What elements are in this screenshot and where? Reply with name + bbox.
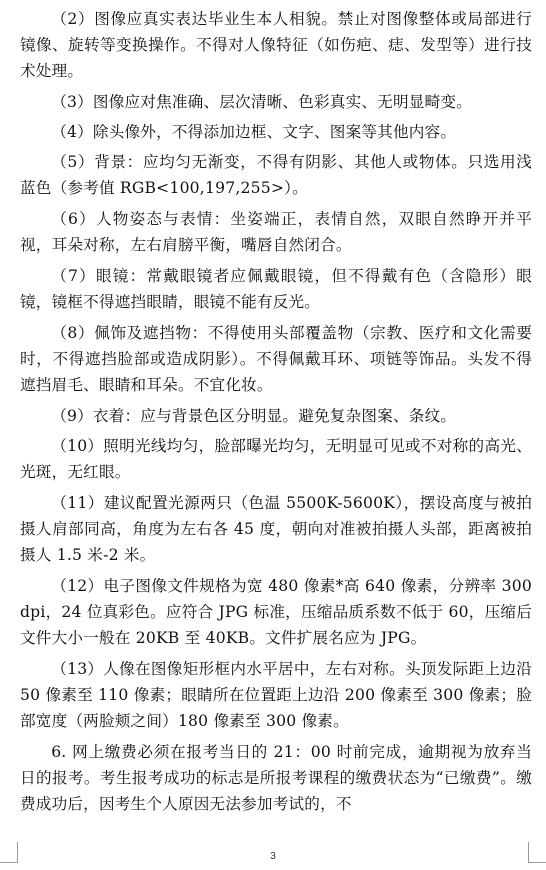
paragraph-item-12: （12）电子图像文件规格为宽 480 像素*高 640 像素，分辨率 300dpi，24 位真彩色。应符合 JPG 标准，压缩品质系数不低于 60，压缩后文件大小一般在 20KB 至 40KB。文件扩展名应为 JPG。 bbox=[20, 577, 532, 647]
paragraph-item-payment: 6. 网上缴费必须在报考当日的 21：00 时前完成，逾期视为放弃当日的报考。考生报考成功的标志是所报考课程的缴费状态为“已缴费”。缴费成功后，因考生个人原因无法参加考试的，不 bbox=[20, 743, 532, 813]
paragraph-item-6: （6）人物姿态与表情：坐姿端正，表情自然，双眼自然睁开并平视，耳朵对称，左右肩膀平衡，嘴唇自然闭合。 bbox=[20, 210, 532, 254]
paragraph-item-11: （11）建议配置光源两只（色温 5500K-5600K），摆设高度与被拍摄人肩部同高，角度为左右各 45 度，朝向对准被拍摄人头部，距离被拍摄人 1.5 米-2 米。 bbox=[20, 494, 532, 564]
paragraph-item-4: （4）除头像外，不得添加边框、文字、图案等其他内容。 bbox=[51, 123, 457, 141]
page-number: 3 bbox=[270, 851, 276, 862]
paragraph-item-5: （5）背景：应均匀无渐变，不得有阴影、其他人或物体。只选用浅蓝色（参考值 RGB<100,197,255>）。 bbox=[20, 153, 532, 197]
paragraph-item-2: （2）图像应真实表达毕业生本人相貌。禁止对图像整体或局部进行镜像、旋转等变换操作。不得对人像特征（如伤疤、痣、发型等）进行技术处理。 bbox=[20, 10, 532, 80]
paragraph-item-8: （8）佩饰及遮挡物：不得使用头部覆盖物（宗教、医疗和文化需要时，不得遮挡脸部或造成阴影）。不得佩戴耳环、项链等饰品。头发不得遮挡眉毛、眼睛和耳朵。不宜化妆。 bbox=[20, 324, 532, 394]
document-body bbox=[20, 6, 532, 822]
paragraph-item-3: （3）图像应对焦准确、层次清晰、色彩真实、无明显畸变。 bbox=[51, 93, 472, 111]
paragraph-item-10: （10）照明光线均匀，脸部曝光均匀，无明显可见或不对称的高光、光斑，无红眼。 bbox=[20, 437, 532, 481]
paragraph-item-9: （9）衣着：应与背景色区分明显。避免复杂图案、条纹。 bbox=[51, 407, 457, 425]
paragraph-item-7: （7）眼镜：常戴眼镜者应佩戴眼镜，但不得戴有色（含隐形）眼镜，镜框不得遮挡眼睛，眼镜不能有反光。 bbox=[20, 267, 532, 311]
paragraph-item-13: （13）人像在图像矩形框内水平居中，左右对称。头顶发际距上边沿 50 像素至 110 像素；眼睛所在位置距上边沿 200 像素至 300 像素；脸部宽度（两脸颊之间）180 像素至 300 像素。 bbox=[20, 660, 532, 730]
